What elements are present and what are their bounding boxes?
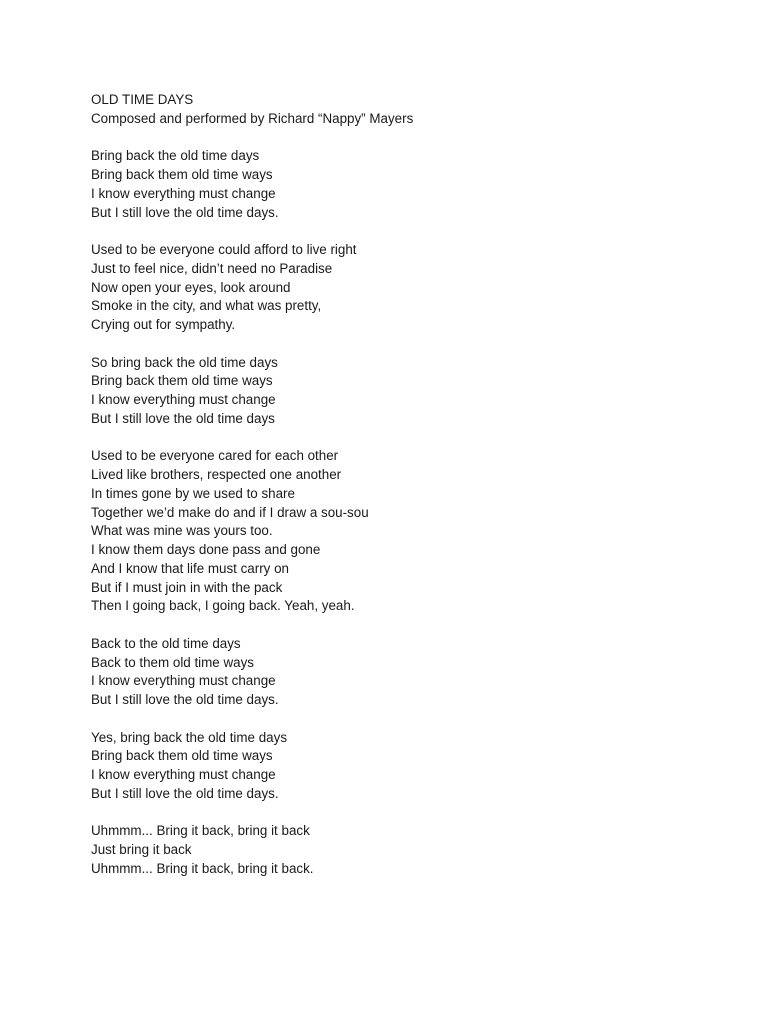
stanza [91, 241, 711, 335]
song-credits: Composed and performed by Richard “Nappy” Mayers [91, 110, 414, 126]
stanza [91, 729, 711, 804]
song-title: OLD TIME DAYS [91, 92, 194, 107]
stanza [91, 447, 711, 616]
lyric-line: Now open your eyes, look around [91, 279, 291, 295]
lyric-line: Just bring it back [91, 842, 192, 857]
stanza [91, 822, 711, 878]
lyric-line: But I still love the old time days [91, 410, 275, 426]
lyric-line: Back to them old time ways [91, 654, 254, 670]
lyric-line: Bring back them old time ways [91, 373, 273, 389]
lyric-line: But I still love the old time days. [91, 204, 279, 220]
lyric-line: Then I going back, I going back. Yeah, yeah. [91, 598, 355, 614]
lyric-line: But I still love the old time days. [91, 692, 279, 707]
lyric-line: Yes, bring back the old time days [91, 729, 288, 745]
lyric-line: Together we’d make do and if I draw a sou-sou [91, 504, 369, 520]
lyric-line: Crying out for sympathy. [91, 317, 236, 332]
lyric-line: I know everything must change [91, 767, 276, 782]
lyric-line: I know everything must change [91, 673, 276, 689]
lyric-line: But I still love the old time days. [91, 785, 279, 801]
lyric-line: Used to be everyone cared for each other [91, 448, 339, 464]
stanza-list [91, 147, 711, 878]
lyric-line: I know everything must change [91, 185, 276, 201]
lyric-line: Uhmmm... Bring it back, bring it back. [91, 860, 314, 876]
lyric-line: What was mine was yours too. [91, 523, 273, 539]
lyric-line: I know them days done pass and gone [91, 542, 321, 557]
stanza [91, 354, 711, 429]
lyric-line: Used to be everyone could afford to live right [91, 242, 357, 257]
lyric-line: Uhmmm... Bring it back, bring it back [91, 823, 310, 839]
lyric-line: So bring back the old time days [91, 354, 278, 370]
lyric-line: In times gone by we used to share [91, 485, 295, 501]
lyrics-content [91, 91, 711, 879]
lyric-line: Back to the old time days [91, 635, 241, 651]
lyric-line: Bring back them old time ways [91, 167, 273, 182]
lyric-line: Just to feel nice, didn’t need no Paradise [91, 260, 333, 276]
document-header [91, 91, 711, 129]
lyric-line: Bring back the old time days [91, 148, 260, 164]
lyric-line: Bring back them old time ways [91, 748, 273, 764]
stanza [91, 635, 711, 710]
stanza [91, 147, 711, 222]
lyric-line: Smoke in the city, and what was pretty, [91, 298, 322, 314]
lyric-line: But if I must join in with the pack [91, 579, 283, 595]
lyric-line: I know everything must change [91, 392, 276, 407]
lyric-line: Lived like brothers, respected one another [91, 467, 342, 482]
lyric-line: And I know that life must carry on [91, 560, 289, 576]
